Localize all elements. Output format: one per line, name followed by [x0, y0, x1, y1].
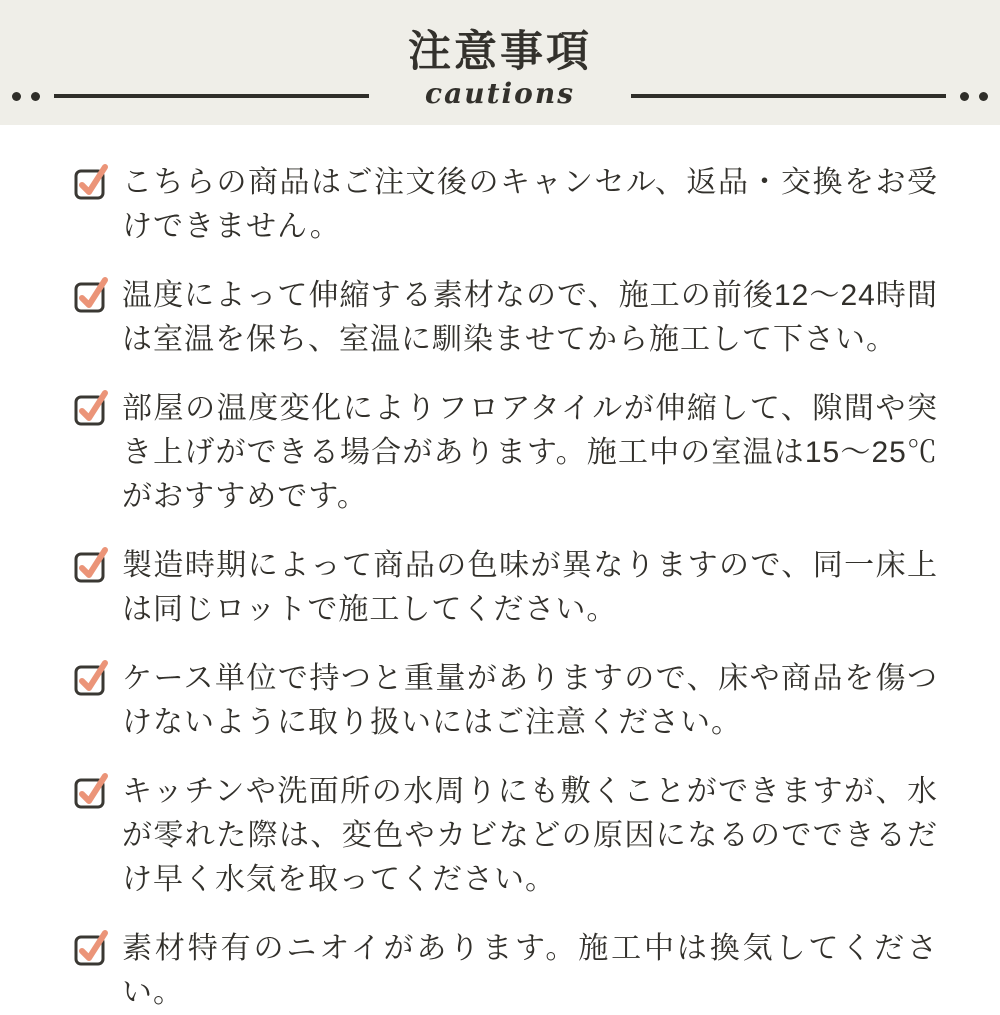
checked-checkbox-icon [72, 387, 112, 427]
caution-item [72, 544, 938, 632]
caution-item [72, 274, 938, 362]
header-subtitle: cautions [425, 76, 575, 110]
caution-item [72, 161, 938, 249]
caution-item [72, 657, 938, 745]
checked-checkbox-icon [72, 161, 112, 201]
caution-text: ケース単位で持つと重量がありますので、床や商品を傷つけないように取り扱いにはご注意ください。 [122, 662, 938, 739]
divider-line [631, 94, 946, 98]
caution-item [72, 387, 938, 519]
page-title: 注意事項 [408, 28, 592, 76]
header-divider [0, 78, 1000, 114]
checked-checkbox-icon [72, 770, 112, 810]
caution-item [72, 770, 938, 902]
checked-checkbox-icon [72, 544, 112, 584]
divider-dot [31, 92, 40, 101]
caution-text: 温度によって伸縮する素材なので、施工の前後12〜24時間は室温を保ち、室温に馴染ませてから施工して下さい。 [122, 279, 938, 356]
caution-text: 素材特有のニオイがあります。施工中は換気してください。 [122, 932, 938, 1009]
cautions-header [0, 0, 1000, 125]
caution-text: こちらの商品はご注文後のキャンセル、返品・交換をお受けできません。 [122, 166, 938, 243]
caution-text: 部屋の温度変化によりフロアタイルが伸縮して、隙間や突き上げができる場合があります。施工中の室温は15〜25℃がおすすめです。 [122, 392, 938, 513]
caution-text: 製造時期によって商品の色味が異なりますので、同一床上は同じロットで施工してください。 [122, 549, 938, 626]
divider-dot [960, 92, 969, 101]
caution-text: キッチンや洗面所の水周りにも敷くことができますが、水が零れた際は、変色やカビなどの原因になるのでできるだけ早く水気を取ってください。 [122, 775, 938, 896]
cautions-list [0, 125, 1000, 1015]
divider-dot [12, 92, 21, 101]
checked-checkbox-icon [72, 927, 112, 967]
checked-checkbox-icon [72, 274, 112, 314]
divider-line [54, 94, 369, 98]
caution-item [72, 927, 938, 1015]
divider-dot [979, 92, 988, 101]
checked-checkbox-icon [72, 657, 112, 697]
